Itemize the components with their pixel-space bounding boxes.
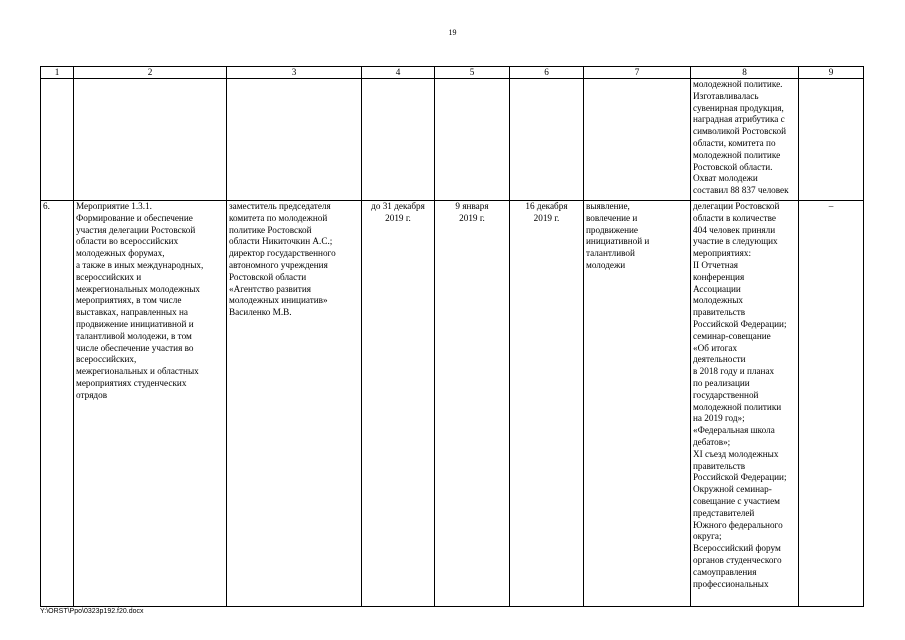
text-line: участие в следующих xyxy=(693,236,778,247)
text-line: инициативной и xyxy=(586,236,650,247)
text-line: до 31 декабря xyxy=(371,201,425,211)
text-line: мероприятиях, в том числе xyxy=(76,295,182,306)
cell-end-date xyxy=(510,201,584,607)
header-cell-7: 7 xyxy=(584,67,691,79)
text-line: Изготавливалась xyxy=(693,90,759,101)
text-line: Российской Федерации; xyxy=(693,472,787,483)
text-line: мероприятиях студенческих xyxy=(76,377,187,388)
text-line: продвижение xyxy=(586,224,638,235)
cell-empty xyxy=(799,79,864,201)
text-line: Окружной семинар- xyxy=(693,484,772,495)
text-line: сувенирная продукция, xyxy=(693,102,784,113)
cell-empty xyxy=(435,79,510,201)
text-line: правительств xyxy=(693,460,746,471)
text-line: в 2018 году и планах xyxy=(693,366,775,377)
text-line: Российской Федерации; xyxy=(693,318,787,329)
cell-notes: – xyxy=(799,201,864,607)
text-line: области, комитета по xyxy=(693,137,776,148)
cell-empty xyxy=(227,79,362,201)
text-line: автономного учреждения xyxy=(229,259,328,270)
cell-event xyxy=(74,201,227,607)
header-cell-1: 1 xyxy=(41,67,74,79)
text-line: делегации Ростовской xyxy=(693,201,780,211)
cell-start-date xyxy=(435,201,510,607)
cell-empty xyxy=(510,79,584,201)
text-line: всероссийских и xyxy=(76,271,142,282)
text-line: талантливой молодежи, в том xyxy=(76,330,192,341)
text-line: 404 человек приняли xyxy=(693,224,776,235)
text-line: молодежной политике. xyxy=(693,79,783,89)
report-table xyxy=(40,66,864,607)
cell-empty xyxy=(584,79,691,201)
text-line: участия делегации Ростовской xyxy=(76,224,196,235)
header-row xyxy=(41,67,864,79)
text-line: деятельности xyxy=(693,354,746,365)
text-line: «Об итогах xyxy=(693,342,738,353)
text-line: 2019 г. xyxy=(459,212,485,223)
table-row-6 xyxy=(41,201,864,607)
text-line: государственной xyxy=(693,389,759,400)
text-line: XI съезд молодежных xyxy=(693,448,779,459)
text-line: продвижение инициативной и xyxy=(76,318,194,329)
cell-empty xyxy=(41,79,74,201)
cell-responsible xyxy=(227,201,362,607)
header-cell-9: 9 xyxy=(799,67,864,79)
text-line: Формирование и обеспечение xyxy=(76,212,193,223)
header-cell-2: 2 xyxy=(74,67,227,79)
text-line: органов студенческого xyxy=(693,554,782,565)
text-line: профессиональных xyxy=(693,578,769,589)
text-line: Всероссийский форум xyxy=(693,543,781,554)
text-line: правительств xyxy=(693,307,746,318)
cell-empty xyxy=(362,79,435,201)
text-line: заместитель председателя xyxy=(229,201,331,211)
text-line: молодежных инициатив» xyxy=(229,295,328,306)
cell-continuation-result xyxy=(691,79,799,201)
text-line: а также в иных международных, xyxy=(76,259,204,270)
text-line: Мероприятие 1.3.1. xyxy=(76,201,152,211)
page-number: 19 xyxy=(448,28,457,37)
header-cell-5: 5 xyxy=(435,67,510,79)
text-line: II Отчетная xyxy=(693,259,738,270)
text-line: 9 января xyxy=(455,201,489,211)
text-line: представителей xyxy=(693,507,755,518)
text-line: молодежных форумах, xyxy=(76,248,165,259)
text-line: конференция xyxy=(693,271,745,282)
text-line: «Федеральная школа xyxy=(693,425,775,436)
text-line: комитета по молодежной xyxy=(229,212,328,223)
text-line: межрегиональных молодежных xyxy=(76,283,201,294)
text-line: Ростовской области xyxy=(229,271,307,282)
cell-planned-date xyxy=(362,201,435,607)
text-line: составил 88 837 человек xyxy=(693,185,789,196)
text-line: области во всероссийских xyxy=(76,236,179,247)
text-line: директор государственного xyxy=(229,248,336,259)
text-line: области в количестве xyxy=(693,212,776,223)
text-line: области Никиточкин А.С.; xyxy=(229,236,333,247)
text-line: талантливой xyxy=(586,248,635,259)
header-cell-6: 6 xyxy=(510,67,584,79)
header-cell-4: 4 xyxy=(362,67,435,79)
text-line: политике Ростовской xyxy=(229,224,312,235)
cell-row-number: 6. xyxy=(41,201,74,607)
footer-file-path: Y:\ORST\Ppo\0323p192.f20.docx xyxy=(40,608,144,615)
cell-empty xyxy=(74,79,227,201)
text-line: межрегиональных и областных xyxy=(76,366,199,377)
text-line: 2019 г. xyxy=(385,212,411,223)
cell-expected-result xyxy=(584,201,691,607)
text-line: на 2019 год»; xyxy=(693,413,745,424)
text-line: самоуправления xyxy=(693,566,757,577)
text-line: Ростовской области. xyxy=(693,161,773,172)
text-line: молодежи xyxy=(586,259,626,270)
table-row-continuation xyxy=(41,79,864,201)
text-line: по реализации xyxy=(693,377,750,388)
text-line: округа; xyxy=(693,531,722,542)
header-cell-8: 8 xyxy=(691,67,799,79)
text-line: отрядов xyxy=(76,389,108,400)
text-line: наградная атрибутика с xyxy=(693,114,785,125)
text-line: молодежной политики xyxy=(693,401,782,412)
text-line: молодежных xyxy=(693,295,743,306)
text-line: числе обеспечение участия во xyxy=(76,342,194,353)
text-line: дебатов»; xyxy=(693,436,731,447)
text-line: «Агентство развития xyxy=(229,283,311,294)
text-line: всероссийских, xyxy=(76,354,137,365)
text-line: Охват молодежи xyxy=(693,173,758,184)
text-line: Ассоциации xyxy=(693,283,741,294)
text-line: выставках, направленных на xyxy=(76,307,188,318)
text-line: Василенко М.В. xyxy=(229,307,292,318)
cell-actual-result xyxy=(691,201,799,607)
text-line: молодежной политике xyxy=(693,149,781,160)
text-line: 16 декабря xyxy=(525,201,568,211)
text-line: Южного федерального xyxy=(693,519,783,530)
text-line: совещание с участием xyxy=(693,495,780,506)
text-line: символикой Ростовской xyxy=(693,126,786,137)
text-line: мероприятиях: xyxy=(693,248,752,259)
text-line: семинар-совещание xyxy=(693,330,771,341)
text-line: 2019 г. xyxy=(533,212,560,223)
text-line: выявление, xyxy=(586,201,630,211)
header-cell-3: 3 xyxy=(227,67,362,79)
text-line: вовлечение и xyxy=(586,212,638,223)
